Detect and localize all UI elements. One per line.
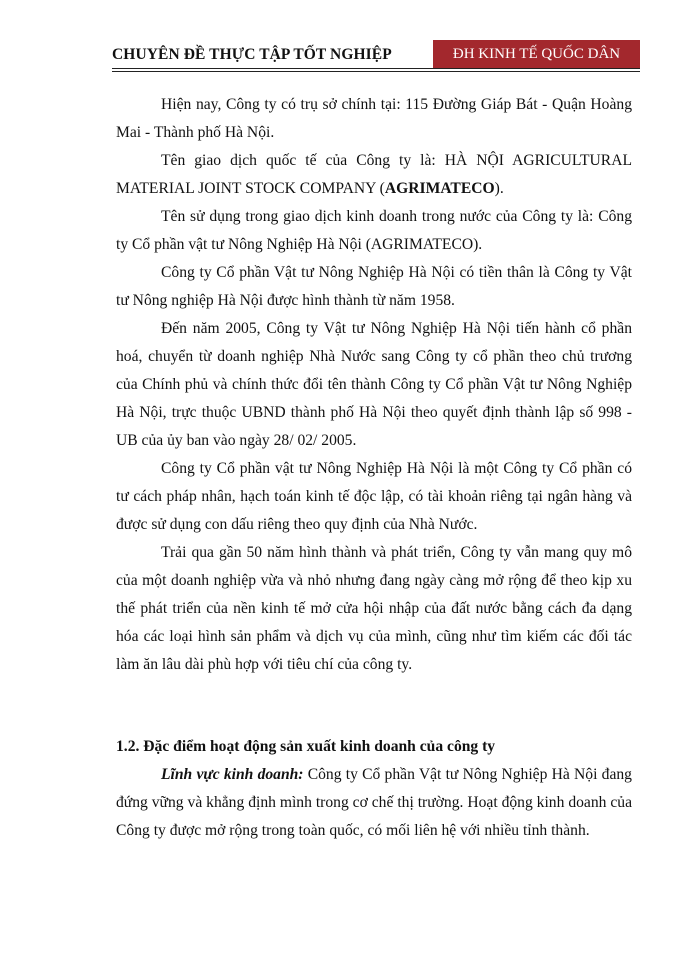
header-divider [112,68,640,72]
page-header [112,40,640,70]
paragraph-development: Trải qua gần 50 năm hình thành và phát triển, Công ty vẫn mang quy mô của một doanh nghiệp vừa và nhỏ nhưng đang ngày càng mở rộng để theo kịp xu thế phát triển của nền kinh tế mở cửa hội nhập của đất nước bằng cách đa dạng hóa các loại hình sản phẩm và dịch vụ của mình, cũng như tìm kiếm các đối tác làm ăn lâu dài phù hợp với tiêu chí của công ty. [116,544,632,673]
paragraph-international-name [116,147,632,203]
section-heading: 1.2. Đặc điểm hoạt động sản xuất kinh doanh của công ty [116,738,496,755]
business-field-label: Lĩnh vực kinh doanh: [161,766,304,783]
company-abbreviation: AGRIMATECO [384,180,495,197]
business-field-text: Công ty Cổ phần Vật tư Nông Nghiệp Hà Nội đang đứng vững và khẳng định mình trong cơ chế thị trường. Hoạt động kinh doanh của Công ty được mở rộng trong toàn quốc, có mối liên hệ với nhiều tỉnh thành. [116,766,632,839]
paragraph-legal-status: Công ty Cổ phần vật tư Nông Nghiệp Hà Nội là một Công ty Cổ phần có tư cách pháp nhân, hạch toán kinh tế độc lập, có tài khoản riêng tại ngân hàng và được sử dụng con dấu riêng theo quy định của Nhà Nước. [116,460,632,533]
international-name-end: ). [494,180,504,197]
paragraph-headquarters: Hiện nay, Công ty có trụ sở chính tại: 115 Đường Giáp Bát - Quận Hoàng Mai - Thành phố Hà Nội. [116,96,632,141]
paragraph-equitization: Đến năm 2005, Công ty Vật tư Nông Nghiệp Hà Nội tiến hành cổ phần hoá, chuyển từ doanh nghiệp Nhà Nước sang Công ty cổ phần theo chủ trương của Chính phủ và chính thức đổi tên thành Công ty Cổ phần Vật tư Nông Nghiệp Hà Nội, trực thuộc UBND thành phố Hà Nội theo quyết định thành lập số 998 - UB của ủy ban vào ngày 28/ 02/ 2005. [116,320,632,449]
document-body [116,91,632,845]
paragraph-origin: Công ty Cổ phần Vật tư Nông Nghiệp Hà Nội có tiền thân là Công ty Vật tư Nông nghiệp Hà Nội được hình thành từ năm 1958. [116,264,632,309]
international-name-text: Tên giao dịch quốc tế của Công ty là: HÀ NỘI AGRICULTURAL MATERIAL JOINT STOCK COMPANY ( [116,152,632,197]
header-university-label: ĐH KINH TẾ QUỐC DÂN [433,40,640,68]
header-title: CHUYÊN ĐỀ THỰC TẬP TỐT NGHIỆP [112,46,392,63]
paragraph-business-field [116,761,632,845]
paragraph-domestic-name: Tên sử dụng trong giao dịch kinh doanh trong nước của Công ty là: Công ty Cổ phần vật tư Nông Nghiệp Hà Nội (AGRIMATECO). [116,208,632,253]
